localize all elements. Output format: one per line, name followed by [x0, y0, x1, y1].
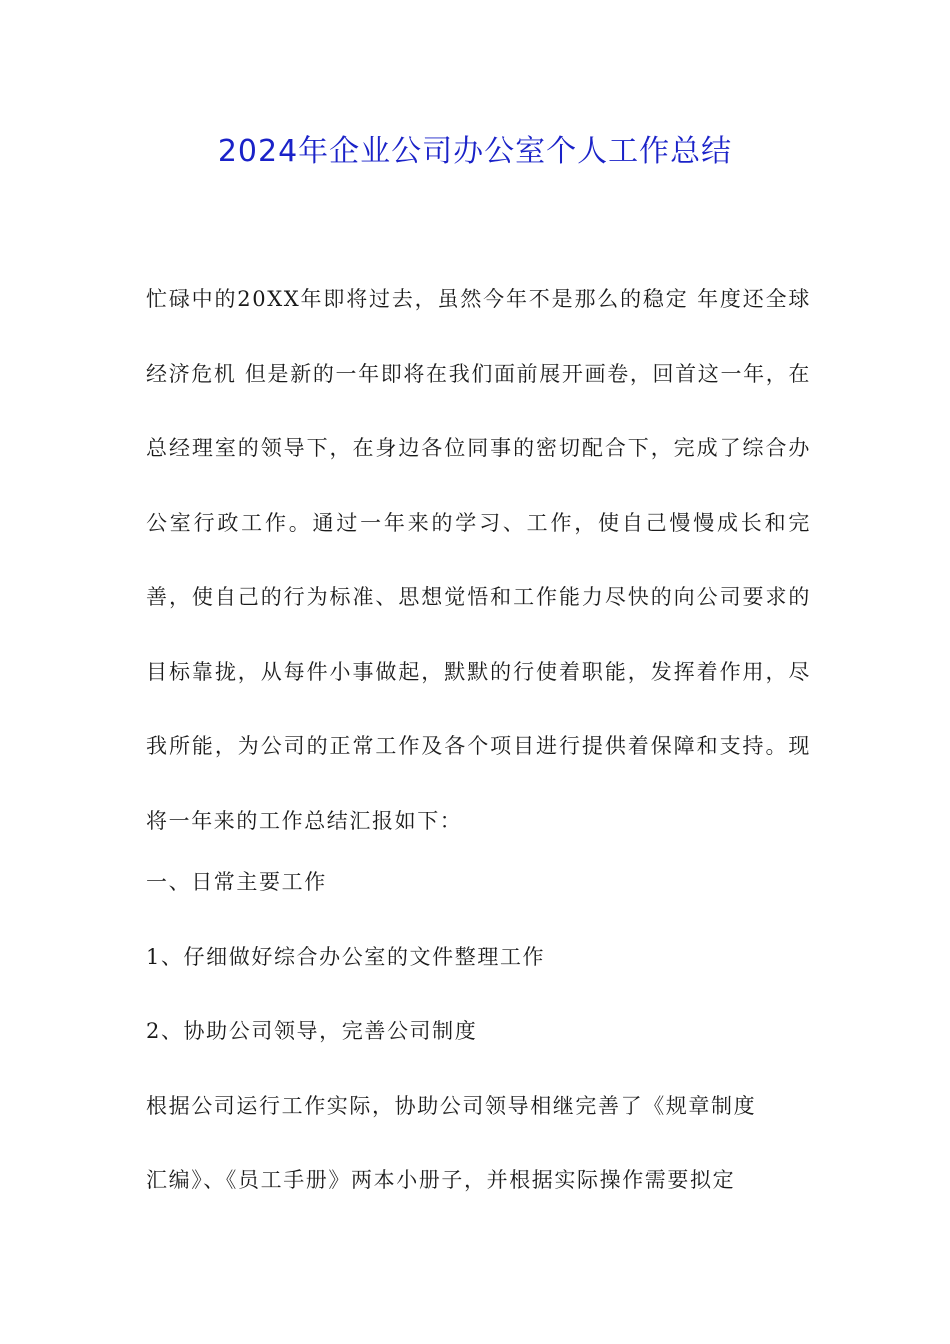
list-item-1: 1、仔细做好综合办公室的文件整理工作 — [146, 945, 546, 969]
document-title: 2024年企业公司办公室个人工作总结 — [217, 134, 733, 169]
list-item-2: 2、协助公司领导，完善公司制度 — [146, 1019, 478, 1043]
section-heading: 一、日常主要工作 — [146, 870, 327, 894]
intro-paragraph: 忙碌中的20XX年即将过去，虽然今年不是那么的稳定 年度还全球经济危机 但是新的一年即将在我们面前展开画卷，回首这一年，在总经理室的领导下，在身边各位同事的密切配合下，完成了综合办公室行政工作。通过一年来的学习、工作，使自己慢慢成长和完善，使自己的行为标准、思想觉悟和工作能力尽快的向公司要求的目标靠拢，从每件小事做起，默默的行使着职能，发挥着作用，尽我所能，为公司的正常工作及各个项目进行提供着保障和支持。现将一年来的工作总结汇报如下： — [146, 287, 811, 833]
closing-line-2: 汇编》、《员工手册》两本小册子，并根据实际操作需要拟定 — [146, 1168, 736, 1192]
closing-line-1: 根据公司运行工作实际，协助公司领导相继完善了《规章制度 — [146, 1094, 757, 1118]
